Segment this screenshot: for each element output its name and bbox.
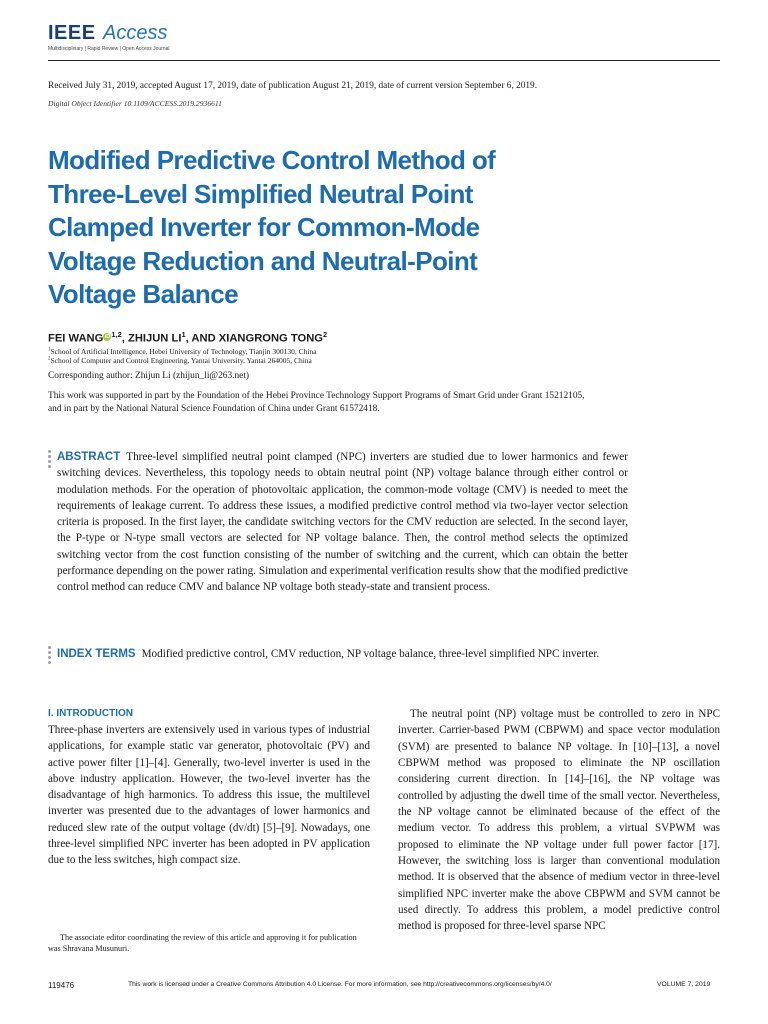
affiliation bbox=[48, 356, 312, 365]
volume-label: VOLUME 7, 2019 bbox=[657, 981, 711, 988]
abstract-marker-icon bbox=[48, 450, 51, 470]
affiliation-text: School of Computer and Control Engineering, Yantai University, Yantai 264005, China bbox=[50, 356, 312, 365]
funding-statement: This work was supported in part by the Foundation of the Hebei Province Technology Support Programs of Smart Grid under Grant 15212105, and in part by the National Natural Science Foundation of China under Grant 61572418. bbox=[48, 391, 585, 414]
author-separator: , bbox=[121, 332, 128, 345]
orcid-icon[interactable]: iD bbox=[104, 333, 111, 340]
doi[interactable]: Digital Object Identifier 10.1109/ACCESS.2019.2936611 bbox=[48, 99, 222, 108]
corresponding-author: Corresponding author: Zhijun Li (zhijun_li@263.net) bbox=[48, 371, 250, 381]
access-logo: Access bbox=[103, 22, 168, 44]
affiliation-number: 1 bbox=[48, 347, 51, 353]
affiliation-text: School of Artificial Intelligence, Hebei University of Technology, Tianjin 300130, China bbox=[50, 347, 317, 356]
abstract-label: ABSTRACT bbox=[57, 451, 121, 463]
author-name[interactable]: XIANGRONG TONG bbox=[218, 332, 323, 345]
abstract-text: Three-level simplified neutral point clamped (NPC) inverters are studied due to lower harmonics and fewer switching devices. Nevertheless, this topology needs to obtain neutral point (NP) voltage balance through either control or modulation methods. For the operation of photovoltaic application, the common-mode voltage (CMV) is needed to meet the requirements of leakage current. To address these issues, a modified predictive control method via two-layer vector selection criteria is proposed. In the first layer, the candidate switching vectors for the CMV reduction are selected. In the second layer, the P-type or N-type small vectors are selected for NP voltage balance. Then, the control method selects the optimized switching vector from the cost function consisting of the number of switching and the current, which can obtain the better performance depending on the power rating. Simulation and experimental verification results show that the modified predictive control method can reduce CMV and balance NP voltage both steady-state and transient process. bbox=[57, 451, 628, 594]
author-name[interactable]: ZHIJUN LI bbox=[127, 332, 182, 345]
affiliation bbox=[48, 347, 317, 356]
index-terms-marker-icon bbox=[48, 646, 51, 666]
index-terms-label: INDEX TERMS bbox=[57, 648, 136, 660]
author-name[interactable]: FEI WANG bbox=[48, 332, 104, 345]
author-list bbox=[48, 330, 327, 345]
author-affiliation-marker: 2 bbox=[322, 330, 328, 339]
index-terms bbox=[57, 646, 628, 662]
ieee-logo: IEEE bbox=[48, 22, 96, 44]
section-heading: I. INTRODUCTION bbox=[48, 708, 133, 719]
index-terms-text: Modified predictive control, CMV reduction, NP voltage balance, three-level simplified NPC inverter. bbox=[141, 648, 600, 660]
body-left-column: Three-phase inverters are extensively used in various types of industrial applications, for example static var generator, photovoltaic (PV) and active power filter [1]–[4]. Generally, two-level inverter is used in the above industry application. However, the two-level inverter has the disadvantage of high harmonics. To address this issue, the multilevel inverter was presented due to the advantages of lower harmonics and reduced slew rate of the output voltage (dv/dt) [5]–[9]. Nowadays, one three-level simplified NPC inverter has been adopted in PV application due to the less switches, high compact size. bbox=[48, 724, 370, 867]
header-divider bbox=[48, 60, 720, 61]
author-affiliation-marker: 1 bbox=[181, 330, 186, 339]
publication-dates: Received July 31, 2019, accepted August 17, 2019, date of publication August 21, 2019, date of current version September 6, 2019. bbox=[48, 81, 538, 91]
author-affiliation-marker: 1,2 bbox=[111, 330, 122, 339]
abstract bbox=[57, 449, 628, 596]
body-right-column: The neutral point (NP) voltage must be controlled to zero in NPC inverter. Carrier-based PWM (CBPWM) and space vector modulation (SVM) are presented to balance NP voltage. In [10]–[13], a novel CBPWM method was proposed to eliminate the NP oscillation considering current direction. In [14]–[16], the NP voltage was controlled by adjusting the dwell time of the small vector. Nevertheless, the NP voltage cannot be eliminated because of the effect of the medium vector. To address this problem, a virtual SVPWM was proposed to eliminate the NP voltage under full power factor [17]. However, the switching loss is larger than conventional modulation method. It is observed that the absence of medium vector in three-level simplified NPC inverter make the above CBPWM and SVM cannot be used directly. To address this problem, a model predictive control method is proposed for three-level sparse NPC bbox=[398, 708, 720, 933]
affiliation-number: 2 bbox=[48, 356, 51, 362]
journal-tagline: Multidisciplinary | Rapid Review | Open Access Journal bbox=[48, 46, 170, 52]
paper-title: Modified Predictive Control Method of Three-Level Simplified Neutral Point Clamped Inverter for Common-Mode Voltage Reduction and Neutral-Point Voltage Balance bbox=[48, 145, 496, 309]
author-separator: , AND bbox=[185, 332, 219, 345]
license-notice[interactable]: This work is licensed under a Creative Commons Attribution 4.0 License. For more information, see http://creativecommons.org/licenses/by/4.0/ bbox=[128, 981, 552, 988]
page-number: 119476 bbox=[48, 981, 75, 990]
editor-footnote: The associate editor coordinating the review of this article and approving it for publication was Shravana Musunuri. bbox=[48, 933, 357, 953]
